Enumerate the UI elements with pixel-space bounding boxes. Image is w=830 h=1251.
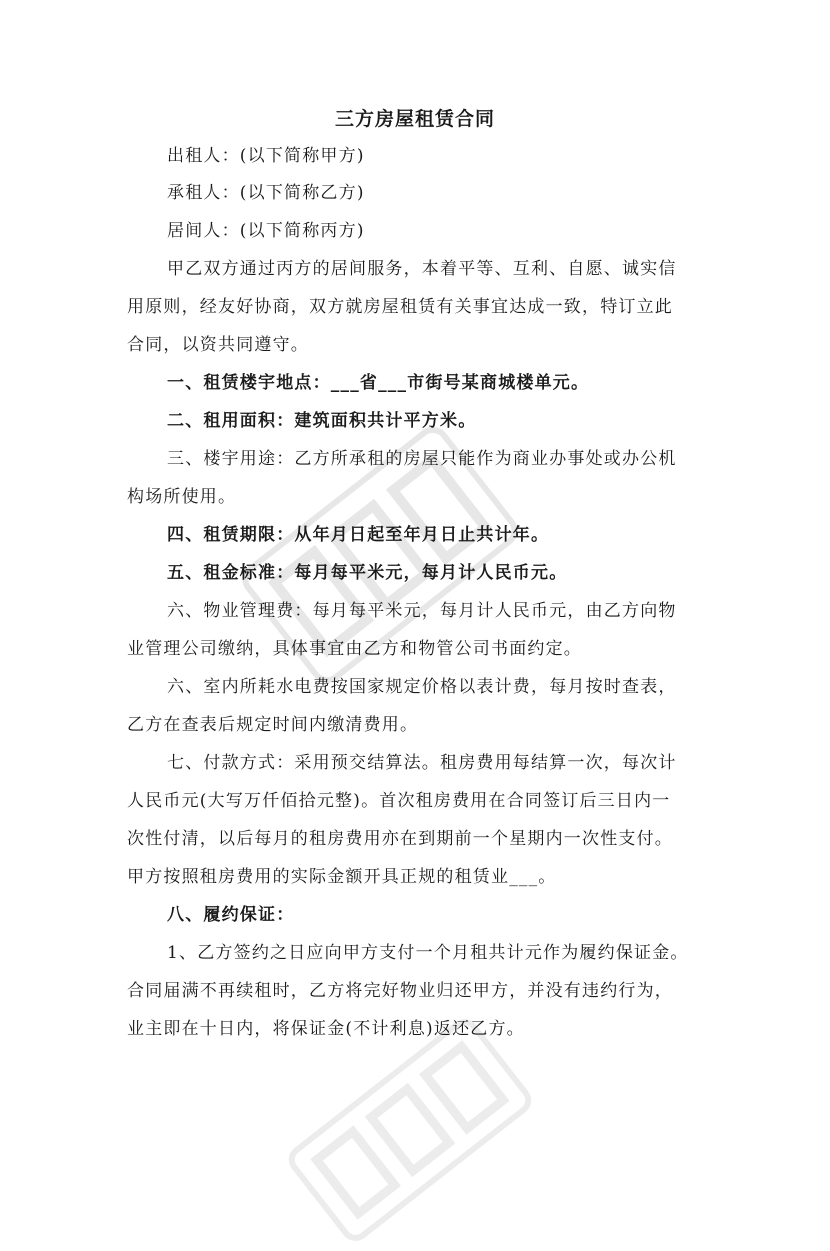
- clause-8-heading: 八、履约保证：: [167, 905, 295, 925]
- clause-8-deposit-cont: 合同届满不再续租时，乙方将完好物业归还甲方，并没有违约行为，: [127, 981, 673, 1001]
- clause-6-property-fee-cont: 业管理公司缴纳，具体事宜由乙方和物管公司书面约定。: [127, 639, 582, 659]
- party-lessor: 出租人：(以下简称甲方): [167, 146, 365, 166]
- clause-7-payment-cont: 次性付清，以后每月的租房费用亦在到期前一个星期内一次性支付。: [127, 829, 673, 849]
- clause-5-rent: 五、租金标准：每月每平米元，每月计人民币元。: [167, 563, 568, 583]
- document-title: 三方房屋租赁合同: [334, 108, 495, 130]
- clause-7-payment-cont: 甲方按照租房费用的实际金额开具正规的租赁业___。: [127, 867, 557, 887]
- watermark-stamp-icon: [278, 1009, 541, 1251]
- party-lessee: 承租人：(以下简称乙方): [167, 183, 365, 203]
- preamble-line: 合同，以资共同遵守。: [127, 335, 309, 355]
- preamble-line: 甲乙双方通过丙方的居间服务，本着平等、互利、自愿、诚实信: [167, 259, 677, 279]
- clause-8-deposit-cont: 业主即在十日内，将保证金(不计利息)返还乙方。: [127, 1019, 525, 1039]
- clause-3-usage-cont: 构场所使用。: [127, 487, 237, 507]
- clause-1-location: 一、租赁楼宇地点：___省___市街号某商城楼单元。: [167, 373, 590, 393]
- clause-3-usage: 三、楼宇用途：乙方所承租的房屋只能作为商业办事处或办公机: [167, 449, 677, 469]
- clause-7-payment-cont: 人民币元(大写万仟佰拾元整)。首次租房费用在合同签订后三日内一: [127, 791, 671, 811]
- party-intermediary: 居间人：(以下简称丙方): [167, 221, 365, 241]
- clause-6-property-fee: 六、物业管理费：每月每平米元，每月计人民币元，由乙方向物: [167, 601, 677, 621]
- clause-4-term: 四、租赁期限：从年月日起至年月日止共计年。: [167, 525, 550, 545]
- clause-6-utilities: 六、室内所耗水电费按国家规定价格以表计费，每月按时查表，: [167, 677, 677, 697]
- preamble-line: 用原则，经友好协商，双方就房屋租赁有关事宜达成一致，特订立此: [127, 297, 673, 317]
- clause-8-deposit: 1、乙方签约之日应向甲方支付一个月租共计元作为履约保证金。: [167, 943, 689, 963]
- clause-7-payment: 七、付款方式：采用预交结算法。租房费用每结算一次，每次计: [167, 753, 677, 773]
- clause-2-area: 二、租用面积：建筑面积共计平方米。: [167, 411, 477, 431]
- clause-6-utilities-cont: 乙方在查表后规定时间内缴清费用。: [127, 715, 419, 735]
